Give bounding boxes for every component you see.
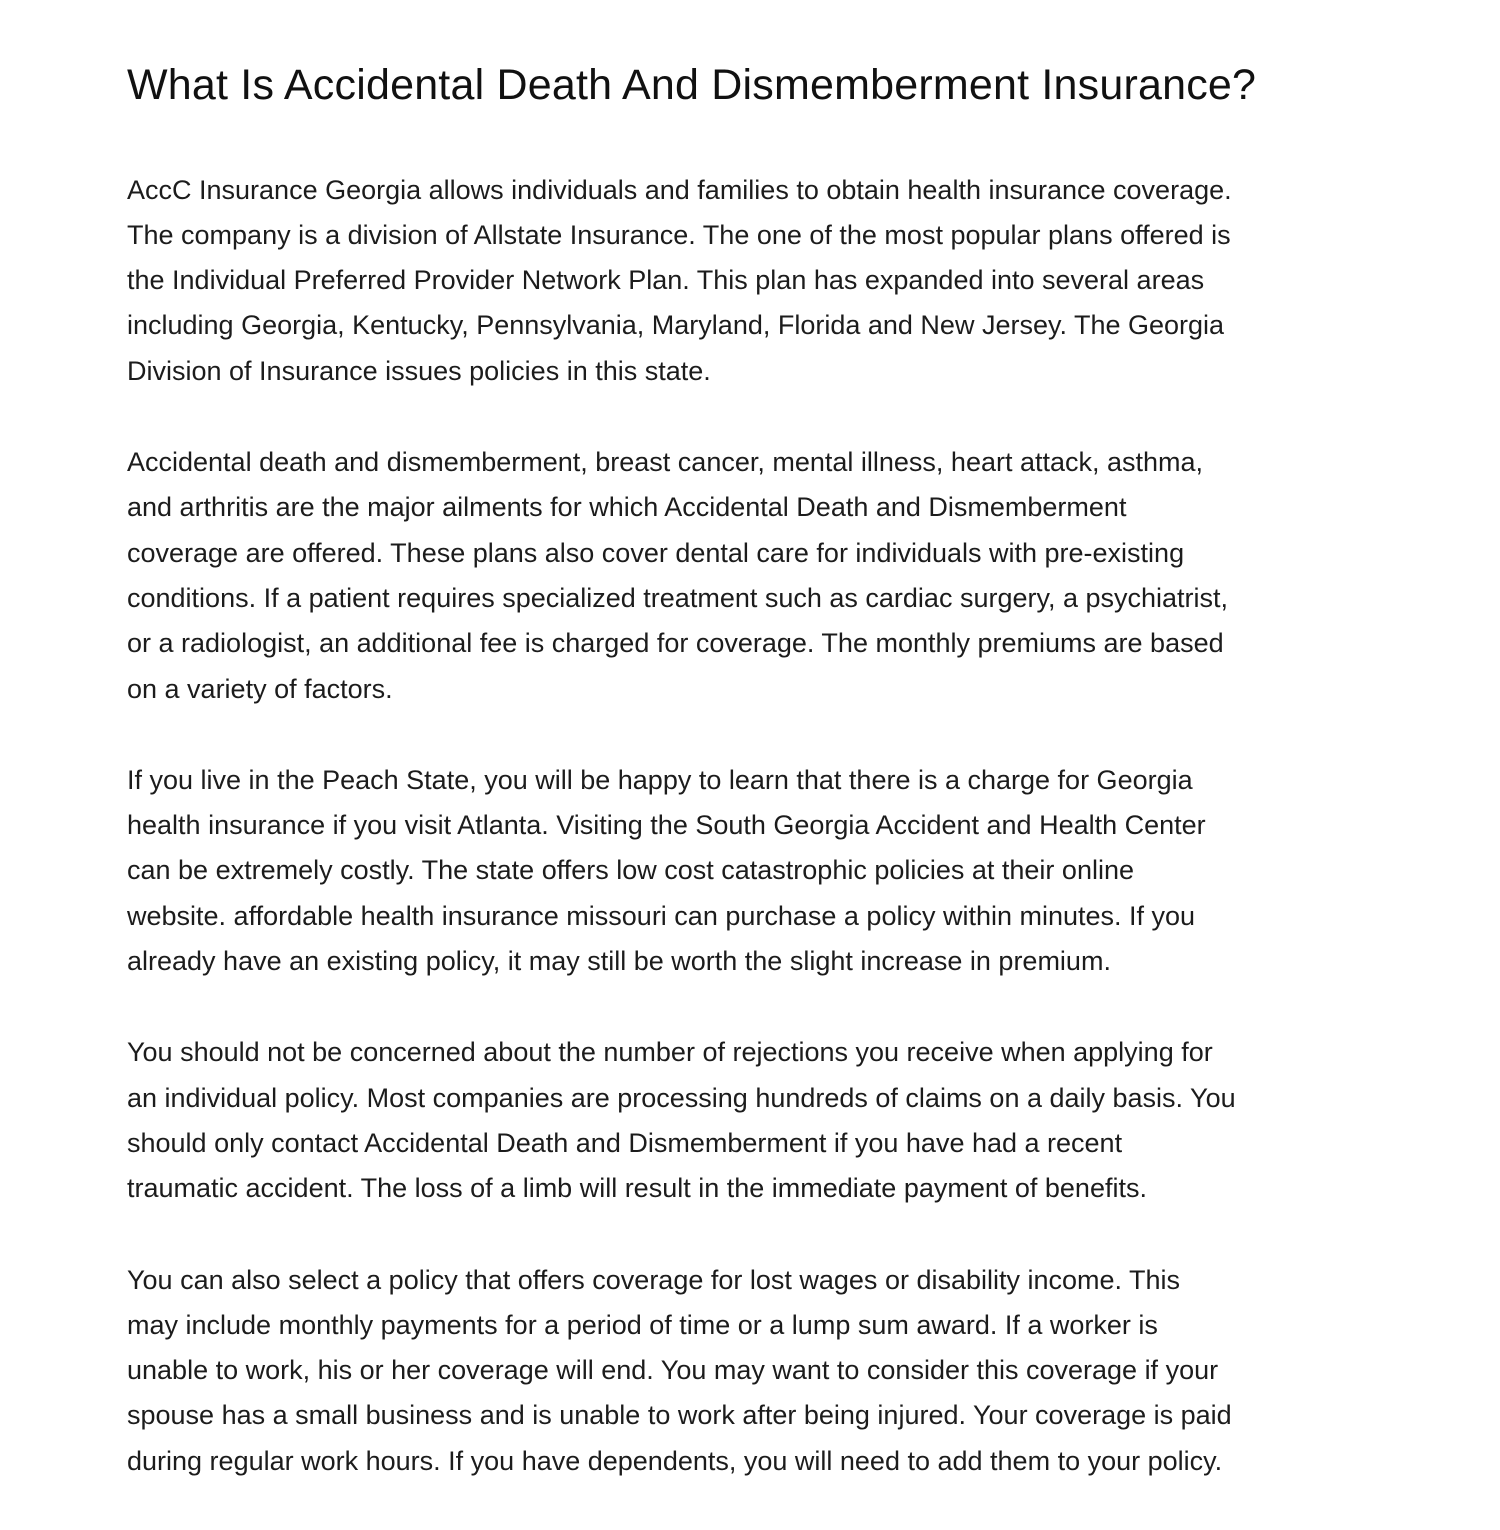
paragraph-1: AccC Insurance Georgia allows individuals and families to obtain health insurance coverage. The company is a division of Allstate Insurance. The one of the most popular plans offered is the Individual Preferred Provider Network Plan. This plan has expanded into several areas including Georgia, Kentucky, Pennsylvania, Maryland, Florida and New Jersey. The Georgia Division of Insurance issues policies in this state. <box>127 174 1232 386</box>
paragraph-4: You should not be concerned about the number of rejections you receive when applying for an individual policy. Most companies are processing hundreds of claims on a daily basis. You should only contact Accidental Death and Dismemberment if you have had a recent traumatic accident. The loss of a limb will result in the immediate payment of benefits. <box>127 1037 1236 1204</box>
paragraph-5: You can also select a policy that offers coverage for lost wages or disability income. This may include monthly payments for a period of time or a lump sum award. If a worker is unable to work, his or her coverage will end. You may want to consider this coverage if your spouse has a small business and is unable to work after being injured. Your coverage is paid during regular work hours. If you have dependents, you will need to add them to your policy. <box>127 1264 1232 1476</box>
document-body <box>127 168 1377 1484</box>
document-page <box>127 60 1377 1530</box>
paragraph-2: Accidental death and dismemberment, breast cancer, mental illness, heart attack, asthma, and arthritis are the major ailments for which Accidental Death and Dismemberment coverage are offered. These plans also cover dental care for individuals with pre-existing conditions. If a patient requires specialized treatment such as cardiac surgery, a psychiatrist, or a radiologist, an additional fee is charged for coverage. The monthly premiums are based on a variety of factors. <box>127 447 1229 704</box>
paragraph-3: If you live in the Peach State, you will be happy to learn that there is a charge for Georgia health insurance if you visit Atlanta. Visiting the South Georgia Accident and Health Center can be extremely costly. The state offers low cost catastrophic policies at their online website. affordable health insurance missouri can purchase a policy within minutes. If you already have an existing policy, it may still be worth the slight increase in premium. <box>127 764 1206 977</box>
page-title: What Is Accidental Death And Dismemberment Insurance? <box>127 61 1257 109</box>
